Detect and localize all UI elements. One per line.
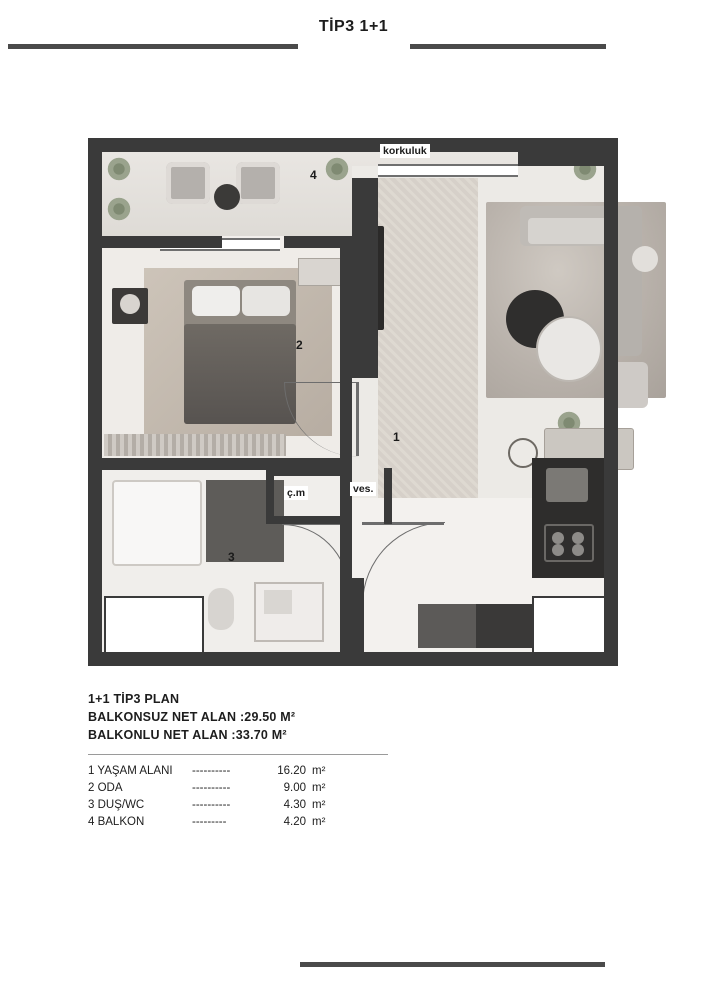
desk bbox=[298, 258, 342, 286]
wall-closet-right bbox=[384, 468, 392, 524]
wall-bottom bbox=[88, 652, 618, 666]
wall-bedroom-bottom bbox=[102, 458, 288, 470]
wall-laundry-bottom bbox=[266, 516, 346, 524]
legend-row-dashes: --------- bbox=[192, 816, 227, 828]
page-title: TİP3 1+1 bbox=[318, 18, 389, 35]
wall-entry bbox=[352, 578, 364, 652]
room-number-bathroom: 3 bbox=[228, 550, 235, 564]
legend-row-unit: m² bbox=[312, 782, 326, 794]
room-number-bedroom: 2 bbox=[296, 338, 303, 352]
legend-divider bbox=[88, 754, 388, 755]
label-laundry: ç.m bbox=[284, 486, 308, 500]
legend-net-area-with-balcony: BALKONLU NET ALAN :33.70 M² bbox=[88, 728, 287, 742]
legend-row bbox=[88, 763, 508, 780]
legend-row-dashes: ---------- bbox=[192, 799, 231, 811]
wall-top-left bbox=[88, 138, 346, 152]
bed-duvet bbox=[184, 324, 296, 424]
legend-row-value: 4.30 bbox=[283, 799, 306, 811]
window-right bbox=[532, 596, 608, 654]
balcony-glazing bbox=[378, 164, 518, 177]
legend-row bbox=[88, 797, 508, 814]
balcony-armchair-left bbox=[166, 162, 210, 204]
plant-icon bbox=[324, 156, 350, 182]
legend-row-dashes: ---------- bbox=[192, 765, 231, 777]
wall-balcony-right bbox=[518, 152, 604, 166]
wall-living-left bbox=[352, 178, 378, 378]
legend-title-block bbox=[88, 690, 508, 744]
wall-right bbox=[604, 138, 618, 666]
lamp-icon bbox=[120, 294, 140, 314]
wardrobe bbox=[104, 434, 286, 456]
pillow bbox=[192, 286, 240, 316]
balcony-armchair-right bbox=[236, 162, 280, 204]
room-number-living: 1 bbox=[393, 430, 400, 444]
mirror bbox=[264, 590, 292, 614]
legend-row-name: 3 DUŞ/WC bbox=[88, 799, 145, 811]
bathtub bbox=[112, 480, 202, 566]
plant-icon bbox=[106, 196, 132, 222]
legend bbox=[88, 690, 508, 831]
wall-balcony-a bbox=[102, 236, 222, 248]
legend-row-dashes: ---------- bbox=[192, 782, 231, 794]
floor-plan bbox=[88, 138, 618, 666]
legend-room-list bbox=[88, 763, 508, 831]
wall-left bbox=[88, 138, 102, 666]
header-rule-left bbox=[8, 44, 298, 49]
coffee-table-light bbox=[536, 316, 602, 382]
legend-net-area-without-balcony: BALKONSUZ NET ALAN :29.50 M² bbox=[88, 710, 296, 724]
legend-row-unit: m² bbox=[312, 799, 326, 811]
wall-laundry-top bbox=[266, 468, 346, 476]
legend-row bbox=[88, 814, 508, 831]
legend-row-value: 9.00 bbox=[283, 782, 306, 794]
label-closet: ves. bbox=[350, 482, 376, 496]
legend-row-value: 4.20 bbox=[283, 816, 306, 828]
plant-icon bbox=[106, 156, 132, 182]
cooktop bbox=[544, 524, 594, 562]
legend-row-name: 1 YAŞAM ALANI bbox=[88, 765, 173, 777]
wall-corridor-upper bbox=[340, 236, 352, 458]
kitchen-sink bbox=[546, 468, 588, 502]
legend-row-name: 4 BALKON bbox=[88, 816, 145, 828]
legend-row-unit: m² bbox=[312, 765, 326, 777]
window-left bbox=[104, 596, 204, 654]
room-number-balcony: 4 bbox=[310, 168, 317, 182]
bedroom-door-leaf bbox=[356, 382, 359, 456]
wall-laundry-left bbox=[266, 468, 274, 524]
entry-cabinet-secondary bbox=[418, 604, 476, 648]
legend-plan-name: 1+1 TİP3 PLAN bbox=[88, 692, 180, 706]
legend-row-value: 16.20 bbox=[277, 765, 306, 777]
footer-rule bbox=[300, 962, 605, 967]
entry-door-leaf bbox=[362, 522, 444, 525]
header-rule-right bbox=[410, 44, 606, 49]
legend-row-unit: m² bbox=[312, 816, 326, 828]
pillow bbox=[242, 286, 290, 316]
balcony-side-table bbox=[214, 184, 240, 210]
toilet bbox=[208, 588, 234, 630]
side-table bbox=[632, 246, 658, 272]
legend-row-name: 2 ODA bbox=[88, 782, 123, 794]
wood-floor-hatch bbox=[378, 178, 478, 498]
legend-row bbox=[88, 780, 508, 797]
label-railing: korkuluk bbox=[380, 144, 430, 158]
